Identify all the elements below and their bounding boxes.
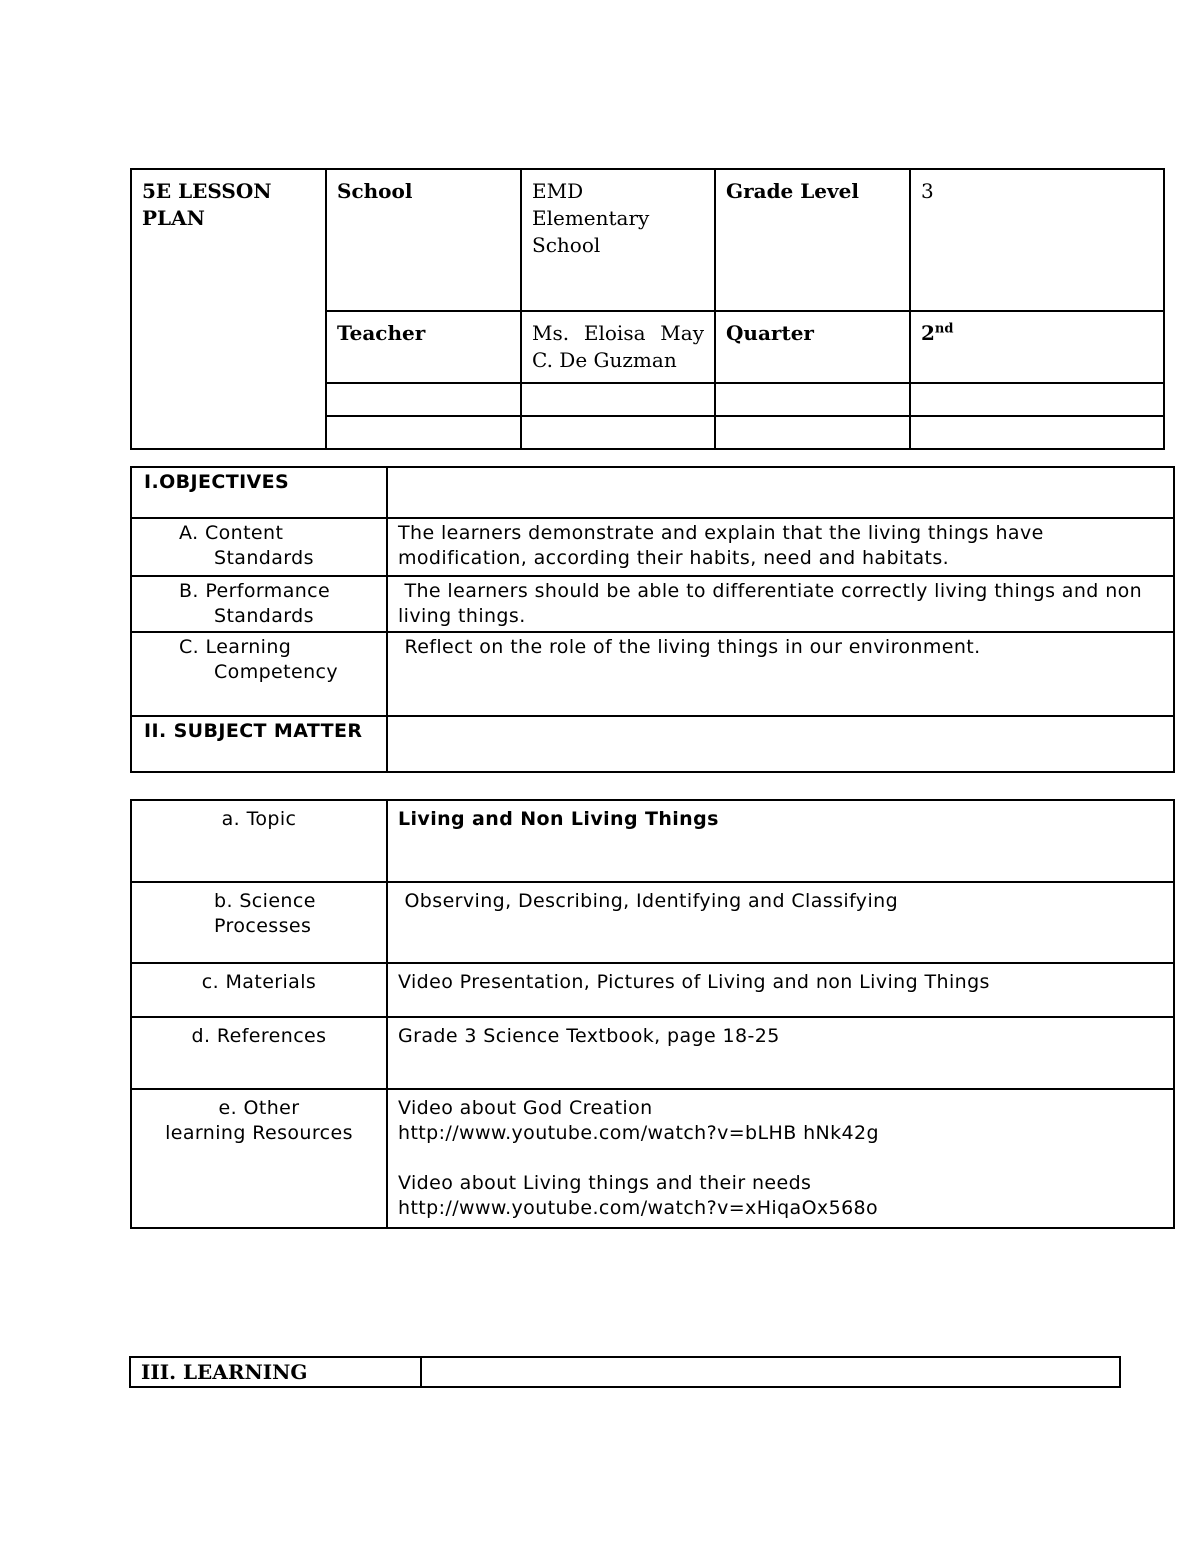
references-label: d. References: [191, 1025, 327, 1047]
quarter-label: Quarter: [726, 321, 814, 345]
learning-competency-value-cell: [387, 632, 1174, 716]
performance-standards-label-cell: [131, 576, 387, 632]
learning-heading: III. LEARNING: [141, 1360, 308, 1384]
learning-competency-label-1: C. Learning: [179, 636, 292, 658]
grade-value: 3: [921, 179, 934, 203]
school-value-cell: [521, 169, 715, 311]
quarter-value-cell: [910, 311, 1164, 383]
school-value: EMD Elementary School: [532, 179, 650, 257]
plan-title: 5E LESSON PLAN: [142, 179, 272, 230]
empty-cell: [910, 416, 1164, 449]
performance-standards-label-1: B. Performance: [179, 580, 331, 602]
other-resources-label-2: learning Resources: [165, 1122, 353, 1144]
teacher-value-line2: C. De Guzman: [532, 348, 677, 372]
science-processes-label-1: b. Science: [214, 890, 316, 912]
science-processes-label-cell: [131, 882, 387, 963]
grade-label: Grade Level: [726, 179, 859, 203]
video2-title: Video about Living things and their needs: [398, 1172, 812, 1194]
teacher-label-cell: [326, 311, 521, 383]
video1-link[interactable]: http://www.youtube.com/watch?v=bLHB hNk42g: [398, 1122, 879, 1144]
teacher-value-line1: Ms. Eloisa May: [532, 321, 704, 345]
objectives-heading-cell: [131, 467, 387, 518]
topic-label-cell: [131, 800, 387, 882]
quarter-suffix: nd: [934, 321, 954, 337]
school-label-cell: [326, 169, 521, 311]
performance-standards-value: The learners should be able to differentiate correctly living things and non living things.: [398, 580, 1149, 627]
references-value: Grade 3 Science Textbook, page 18-25: [398, 1025, 780, 1047]
learning-competency-label-cell: [131, 632, 387, 716]
learning-heading-cell: [130, 1357, 421, 1387]
learning-competency-label-2: Competency: [214, 661, 339, 683]
materials-value-cell: [387, 963, 1174, 1017]
content-standards-value: The learners demonstrate and explain that the living things have modification, according their habits, need and habitats.: [398, 522, 1044, 569]
other-resources-label-1: e. Other: [218, 1097, 300, 1119]
objectives-table: [130, 466, 1175, 773]
empty-cell: [326, 416, 521, 449]
learning-competency-value: Reflect on the role of the living things in our environment.: [398, 636, 981, 658]
subject-matter-heading: II. SUBJECT MATTER: [144, 720, 363, 742]
video2-link[interactable]: http://www.youtube.com/watch?v=xHiqaOx568o: [398, 1197, 879, 1219]
materials-label: c. Materials: [201, 971, 317, 993]
other-resources-label-cell: [131, 1089, 387, 1228]
content-standards-value-cell: [387, 518, 1174, 576]
subject-matter-table: [130, 799, 1175, 1229]
materials-value: Video Presentation, Pictures of Living and non Living Things: [398, 971, 990, 993]
science-processes-value-cell: [387, 882, 1174, 963]
science-processes-value: Observing, Describing, Identifying and Classifying: [398, 890, 899, 912]
grade-value-cell: [910, 169, 1164, 311]
subject-matter-heading-value-cell: [387, 716, 1174, 772]
content-standards-label-1: A. Content: [179, 522, 284, 544]
learning-table: [129, 1356, 1121, 1388]
lesson-header-table: [130, 168, 1165, 450]
objectives-heading: I.OBJECTIVES: [144, 471, 290, 493]
science-processes-label-2: Processes: [214, 915, 312, 937]
materials-label-cell: [131, 963, 387, 1017]
references-value-cell: [387, 1017, 1174, 1089]
objectives-heading-value-cell: [387, 467, 1174, 518]
plan-title-cell: [131, 169, 326, 449]
topic-value: Living and Non Living Things: [398, 808, 719, 830]
content-standards-label-cell: [131, 518, 387, 576]
performance-standards-value-cell: [387, 576, 1174, 632]
content-standards-label-2: Standards: [214, 547, 314, 569]
empty-cell: [326, 383, 521, 416]
teacher-value-cell: [521, 311, 715, 383]
topic-value-cell: [387, 800, 1174, 882]
quarter-label-cell: [715, 311, 910, 383]
subject-matter-heading-cell: [131, 716, 387, 772]
grade-label-cell: [715, 169, 910, 311]
performance-standards-label-2: Standards: [214, 605, 314, 627]
learning-value-cell: [421, 1357, 1120, 1387]
empty-cell: [715, 416, 910, 449]
other-resources-value-cell: [387, 1089, 1174, 1228]
empty-cell: [521, 383, 715, 416]
empty-cell: [521, 416, 715, 449]
empty-cell: [910, 383, 1164, 416]
school-label: School: [337, 179, 413, 203]
teacher-label: Teacher: [337, 321, 426, 345]
empty-cell: [715, 383, 910, 416]
topic-label: a. Topic: [221, 808, 297, 830]
video1-title: Video about God Creation: [398, 1097, 653, 1119]
quarter-value: 2: [921, 321, 935, 345]
references-label-cell: [131, 1017, 387, 1089]
